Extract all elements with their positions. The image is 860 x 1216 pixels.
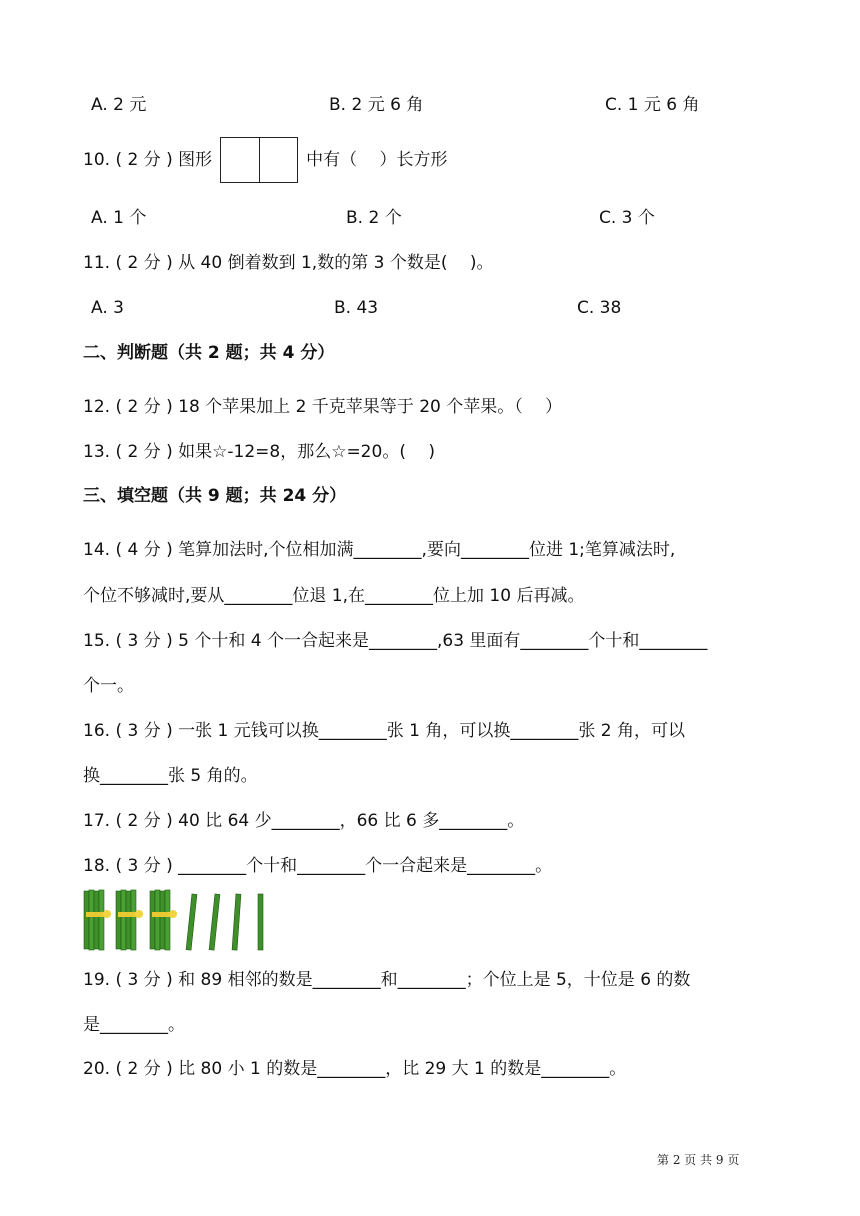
question-11: 11. ( 2 分 ) 从 40 倒着数到 1,数的第 3 个数是( )。 [83,253,494,273]
q10-option-c: C. 3 个 [599,208,655,228]
q10-suffix: 中有（ ）长方形 [306,150,448,170]
q10-option-a: A. 1 个 [91,208,147,228]
question-19-line-1: 19. ( 3 分 ) 和 89 相邻的数是________和________；个位上是 5，十位是 6 的数 [83,970,691,990]
page-footer: 第 2 页 共 9 页 [657,1153,740,1167]
question-16-line-2: 换________张 5 角的。 [83,766,258,786]
q11-option-c: C. 38 [577,298,622,318]
question-12: 12. ( 2 分 ) 18 个苹果加上 2 千克苹果等于 20 个苹果。（ ） [83,397,563,417]
single-stick [232,894,241,950]
question-18: 18. ( 3 分 ) ________个十和________个一合起来是________。 [83,856,553,876]
q9-option-c: C. 1 元 6 角 [605,95,700,115]
question-15-line-1: 15. ( 3 分 ) 5 个十和 4 个一合起来是________,63 里面有________个十和________ [83,631,708,651]
single-stick [186,894,197,950]
question-17: 17. ( 2 分 ) 40 比 64 少________，66 比 6 多________。 [83,811,525,831]
rectangle-figure [220,137,298,183]
question-16-line-1: 16. ( 3 分 ) 一张 1 元钱可以换________张 1 角，可以换________张 2 角，可以 [83,721,686,741]
question-20: 20. ( 2 分 ) 比 80 小 1 的数是________，比 29 大 1 的数是________。 [83,1059,627,1079]
section-fill-blank-heading: 三、填空题（共 9 题；共 24 分） [83,486,347,506]
q11-option-b: B. 43 [334,298,379,318]
question-15-line-2: 个一。 [83,676,134,696]
single-stick [209,894,220,950]
question-14-line-2: 个位不够减时,要从________位退 1,在________位上加 10 后再减。 [83,586,585,606]
single-stick [258,894,263,950]
q11-option-a: A. 3 [91,298,124,318]
stick-bundles-image [82,888,272,954]
stick-bundle [84,890,111,950]
question-14-line-1: 14. ( 4 分 ) 笔算加法时,个位相加满________,要向________位进 1;笔算减法时, [83,540,676,560]
q9-option-b: B. 2 元 6 角 [329,95,424,115]
section-judgement-heading: 二、判断题（共 2 题；共 4 分） [83,343,335,363]
question-10 [83,137,448,183]
q10-prefix: 10. ( 2 分 ) 图形 [83,150,213,170]
q9-option-a: A. 2 元 [91,95,147,115]
stick-bundle [150,890,177,950]
question-13: 13. ( 2 分 ) 如果☆-12=8，那么☆=20。( ) [83,442,435,462]
stick-bundle [116,890,143,950]
q10-option-b: B. 2 个 [346,208,402,228]
question-19-line-2: 是________。 [83,1015,185,1035]
